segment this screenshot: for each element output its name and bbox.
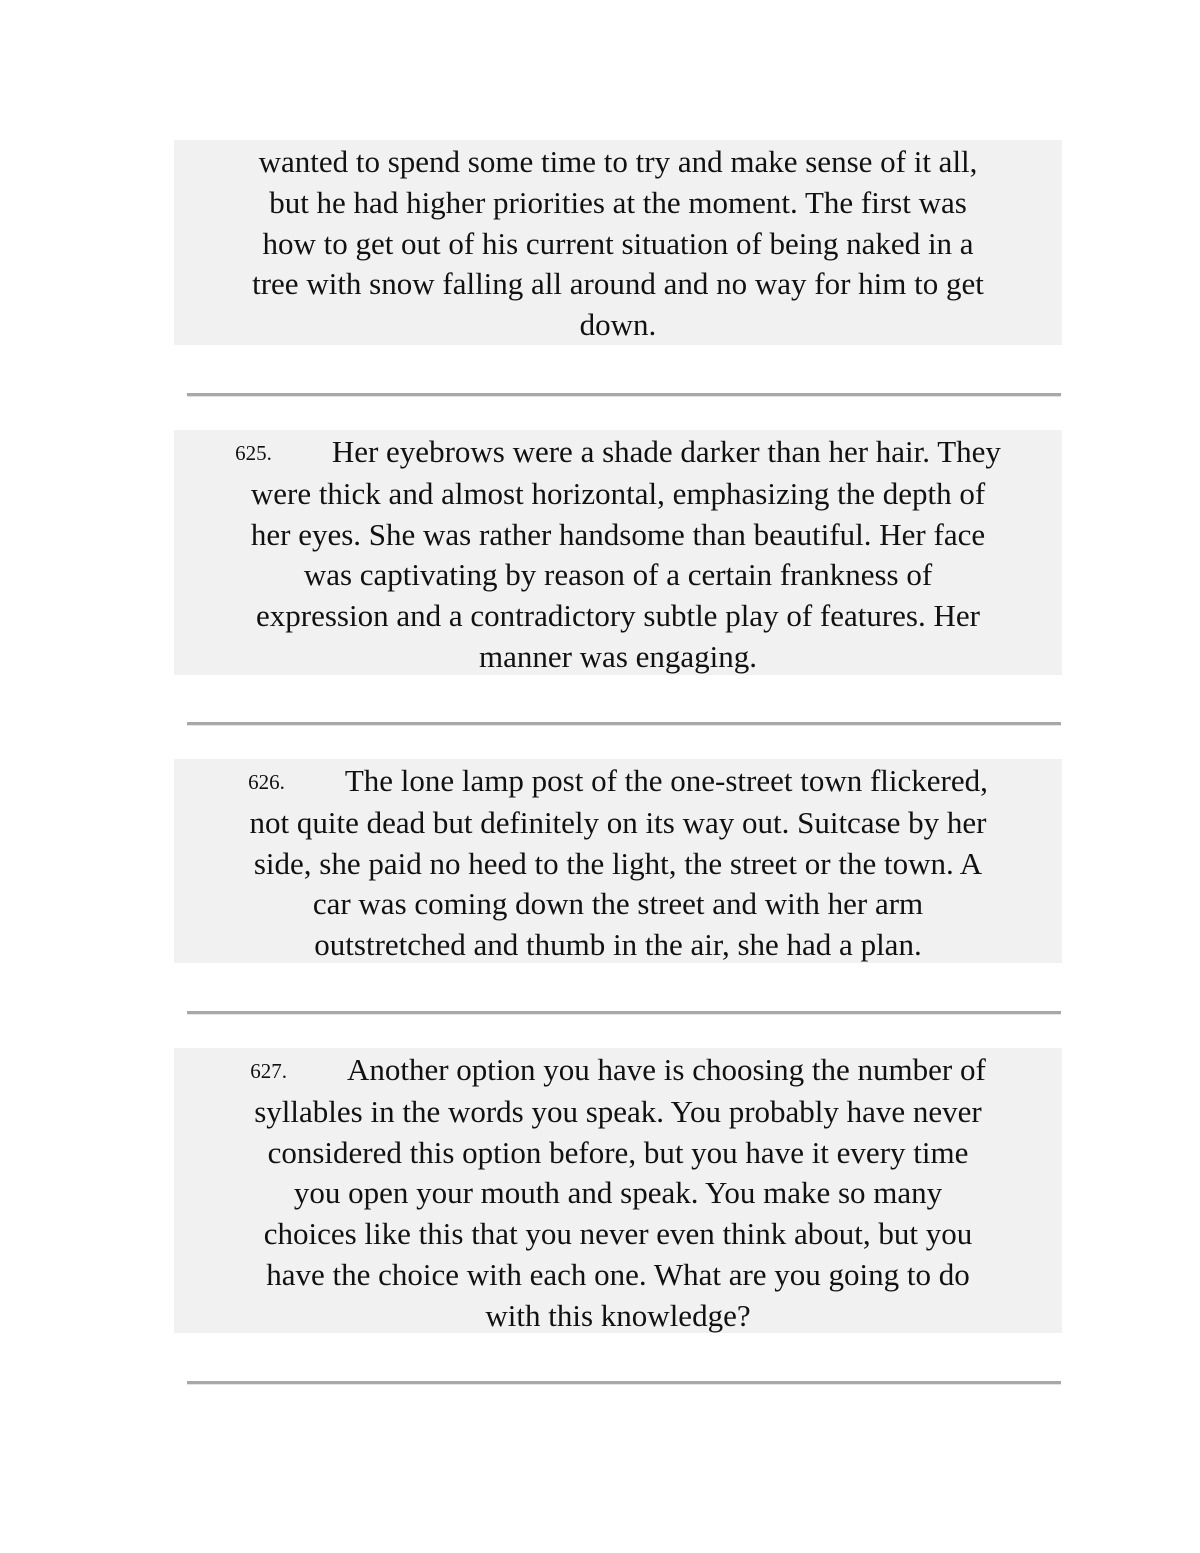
entry-line-text: The lone lamp post of the one-street town flickered, [344, 763, 988, 798]
entry-625 [174, 430, 1062, 675]
entry-number: 627. [250, 1059, 287, 1083]
entry-line: expression and a contradictory subtle play of features. Her [256, 598, 980, 634]
entry-line: with this knowledge? [485, 1297, 751, 1333]
entry-line: side, she paid no heed to the light, the street or the town. A [253, 845, 983, 881]
entry-line: were thick and almost horizontal, emphasizing the depth of [250, 475, 986, 511]
entry-line [184, 432, 1052, 474]
entry-number: 626. [248, 770, 285, 794]
entry-line: considered this option before, but you have it every time [267, 1134, 969, 1170]
entry-line: syllables in the words you speak. You probably have never [254, 1093, 982, 1129]
entry-line: you open your mouth and speak. You make so many [293, 1175, 943, 1211]
entry-line: but he had higher priorities at the moment. The first was [269, 184, 967, 220]
entry-line: not quite dead but definitely on its way out. Suitcase by her [249, 804, 987, 840]
entry-627 [174, 1048, 1062, 1333]
entry-line: wanted to spend some time to try and make sense of it all, [258, 144, 978, 179]
entry-line: manner was engaging. [478, 638, 758, 674]
entry-line: was captivating by reason of a certain frankness of [303, 557, 933, 593]
entry-line: down. [579, 307, 657, 343]
entry-line: how to get out of his current situation of being naked in a [262, 225, 974, 261]
entry-line: tree with snow falling all around and no way for him to get [252, 266, 984, 302]
horizontal-rule [187, 393, 1061, 397]
horizontal-rule [187, 1011, 1061, 1015]
entry-line [184, 1050, 1052, 1092]
entry-line: car was coming down the street and with her arm [312, 886, 924, 922]
entry-line: outstretched and thumb in the air, she had a plan. [314, 927, 922, 963]
entry-continued [174, 140, 1062, 345]
entry-number: 625. [235, 441, 272, 465]
entry-line: have the choice with each one. What are you going to do [266, 1256, 970, 1292]
entry-line: choices like this that you never even think about, but you [263, 1216, 973, 1252]
entry-line-text: Another option you have is choosing the number of [346, 1052, 986, 1087]
entry-line: her eyes. She was rather handsome than beautiful. Her face [250, 516, 986, 552]
entry-line-text: Her eyebrows were a shade darker than her hair. They [331, 434, 1001, 469]
entry-line [184, 761, 1052, 803]
entry-626 [174, 759, 1062, 963]
horizontal-rule [187, 722, 1061, 726]
horizontal-rule [187, 1381, 1061, 1385]
